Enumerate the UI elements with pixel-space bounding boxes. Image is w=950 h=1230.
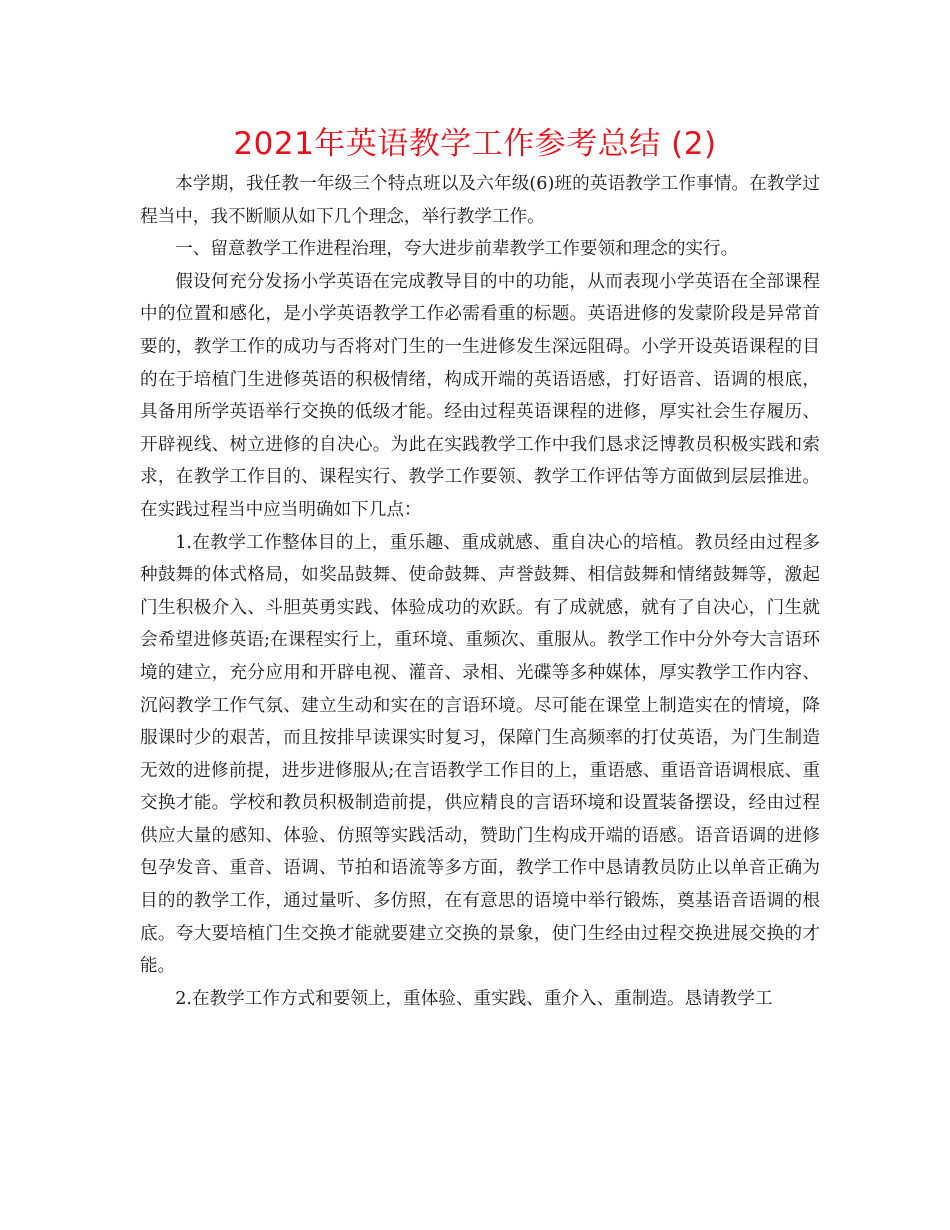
paragraph: 假设何充分发扬小学英语在完成教导目的中的功能，从而表现小学英语在全部课程中的位置和感化，是小学英语教学工作必需看重的标题。英语进修的发蒙阶段是异常首要的，教学工作的成功与否将对门生的一生进修发生深远阻碍。小学开设英语课程的目的在于培植门生进修英语的积极情绪，构成开端的英语语感，打好语音、语调的根底，具备用所学英语举行交换的低级才能。经由过程英语课程的进修，厚实社会生存履历、开辟视线、树立进修的自决心。为此在实践教学工作中我们恳求泛博教员积极实践和索求，在教学工作目的、课程实行、教学工作要领、教学工作评估等方面做到层层推进。在实践过程当中应当明确如下几点：: [140, 271, 820, 520]
document-title: 2021年英语教学工作参考总结 (2): [233, 126, 717, 162]
paragraph: 本学期，我任教一年级三个特点班以及六年级(6)班的英语教学工作事情。在教学过程当中，我不断顺从如下几个理念，举行教学工作。: [140, 174, 820, 227]
paragraph: 一、留意教学工作进程治理，夸大进步前辈教学工作要领和理念的实行。: [175, 239, 739, 260]
paragraph: 2.在教学工作方式和要领上，重体验、重实践、重介入、重制造。恳请教学工: [175, 988, 773, 1009]
document-body: [140, 168, 820, 1015]
paragraph: 1.在教学工作整体目的上，重乐趣、重成就感、重自决心的培植。教员经由过程多种鼓舞的体式格局，如奖品鼓舞、使命鼓舞、声誉鼓舞、相信鼓舞和情绪鼓舞等，激起门生积极介入、斗胆英勇实践、体验成功的欢跃。有了成就感，就有了自决心，门生就会希望进修英语;在课程实行上，重环境、重频次、重服从。教学工作中分外夸大言语环境的建立，充分应用和开辟电视、灌音、录相、光碟等多种媒体，厚实教学工作内容、沉闷教学工作气氛、建立生动和实在的言语环境。尽可能在课堂上制造实在的情境，降服课时少的艰苦，而且按排早读课实时复习，保障门生高频率的打仗英语，为门生制造无效的进修前提，进步进修服从;在言语教学工作目的上，重语感、重语音语调根底、重交换才能。学校和教员积极制造前提，供应精良的言语环境和设置装备摆设，经由过程供应大量的感知、体验、仿照等实践活动，赞助门生构成开端的语感。语音语调的进修包孕发音、重音、语调、节拍和语流等多方面，教学工作中恳请教员防止以单音正确为目的的教学工作，通过量听、多仿照，在有意思的语境中举行锻炼，奠基语音语调的根底。夸大要培植门生交换才能就要建立交换的景象，使门生经由过程交换进展交换的才能。: [140, 532, 820, 977]
